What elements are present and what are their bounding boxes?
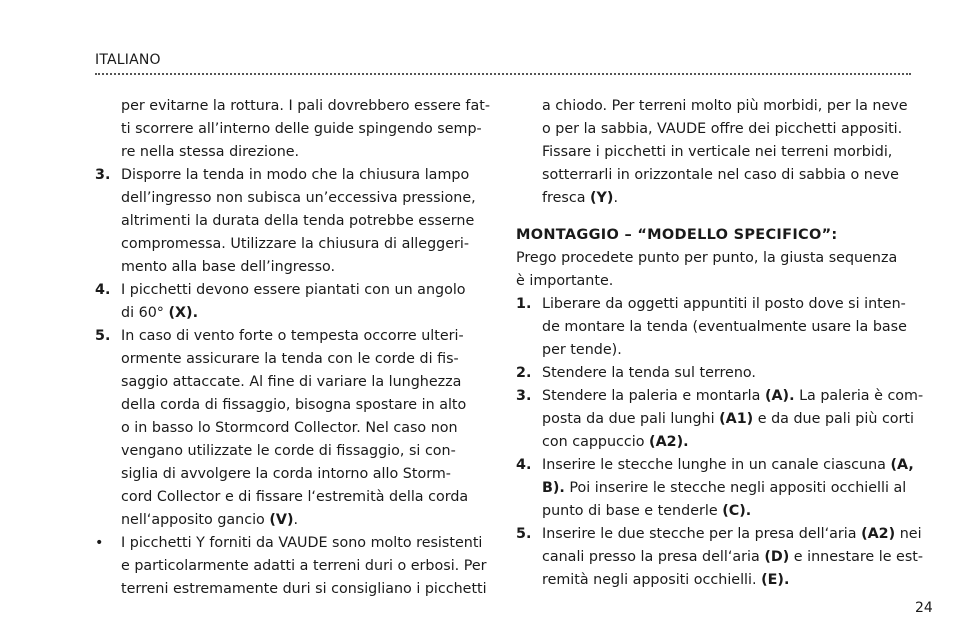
text-line: altrimenti la durata della tenda potrebbe esserne	[121, 213, 475, 229]
item-number: 2.	[516, 365, 532, 381]
list-item-2	[516, 362, 912, 385]
text-line: I picchetti devono essere piantati con un angolo	[121, 282, 466, 298]
item-number: 5.	[516, 526, 532, 542]
text-line: per tende).	[542, 342, 622, 358]
text-line: Prego procedete punto per punto, la giusta sequenza	[516, 250, 898, 266]
text-line: Inserire le stecche lunghe in un canale ciascuna (A,	[542, 457, 914, 473]
continuation-paragraph	[516, 95, 912, 210]
item-number: 4.	[95, 282, 111, 298]
text-line: Stendere la paleria e montarla (A). La paleria è com-	[542, 388, 924, 404]
item-number: 3.	[95, 167, 111, 183]
text-line: siglia di avvolgere la corda intorno allo Storm-	[121, 466, 451, 482]
text-line: re nella stessa direzione.	[121, 144, 300, 160]
text-line: compromessa. Utilizzare la chiusura di alleggeri-	[121, 236, 470, 252]
text-line: della corda di fissaggio, bisogna spostare in alto	[121, 397, 467, 413]
text-line: o in basso lo Stormcord Collector. Nel caso non	[121, 420, 458, 436]
figure-ref: (Y)	[590, 190, 614, 206]
figure-ref: (E).	[761, 572, 790, 588]
text-line: In caso di vento forte o tempesta occorre ulteri-	[121, 328, 464, 344]
text-line: dell’ingresso non subisca un’eccessiva pressione,	[121, 190, 476, 206]
text-line: mento alla base dell’ingresso.	[121, 259, 336, 275]
figure-ref: (V)	[269, 512, 294, 528]
figure-ref: (A2)	[861, 526, 896, 542]
figure-ref: (D)	[764, 549, 790, 565]
text-line: posta da due pali lunghi (A1) e da due pali più corti	[542, 411, 915, 427]
left-column	[95, 95, 490, 601]
list-item-5	[95, 325, 490, 532]
text-line: Liberare da oggetti appuntiti il posto dove si inten-	[542, 296, 906, 312]
text-line: canali presso la presa dell‘aria (D) e innestare le est-	[542, 549, 924, 565]
page-number: 24	[915, 600, 933, 616]
text-line: remità negli appositi occhielli. (E).	[542, 572, 790, 588]
text-line: Inserire le due stecche per la presa dell‘aria (A2) nei	[542, 526, 922, 542]
list-item-3	[95, 164, 490, 279]
right-column	[516, 95, 924, 592]
text-line: e particolarmente adatti a terreni duri o erbosi. Per	[121, 558, 487, 574]
language-header: ITALIANO	[95, 52, 161, 68]
figure-ref: (X).	[168, 305, 199, 321]
list-item-1	[516, 293, 912, 362]
text-line: de montare la tenda (eventualmente usare la base	[542, 319, 907, 335]
text-line: Stendere la tenda sul terreno.	[542, 365, 756, 381]
text-line: a chiodo. Per terreni molto più morbidi, per la neve	[542, 98, 908, 114]
text-line: per evitarne la rottura. I pali dovrebbero essere fat-	[121, 98, 490, 114]
text-line: di 60° (X).	[121, 305, 199, 321]
text-line: vengano utilizzate le corde di fissaggio, si con-	[121, 443, 456, 459]
bullet-icon: •	[95, 535, 104, 551]
figure-ref: (A2).	[649, 434, 689, 450]
intro-paragraph	[516, 247, 912, 293]
figure-ref: (A).	[764, 388, 795, 404]
item-number: 3.	[516, 388, 532, 404]
text-line: ormente assicurare la tenda con le corde di fis-	[121, 351, 459, 367]
text-line: ti scorrere all’interno delle guide spingendo semp-	[121, 121, 482, 137]
section-heading: MONTAGGIO – “MODELLO SPECIFICO”:	[516, 227, 838, 243]
figure-ref: (A,	[890, 457, 914, 473]
text-line: sotterrarli in orizzontale nel caso di sabbia o neve	[542, 167, 899, 183]
text-line: è importante.	[516, 273, 614, 289]
dotted-divider	[95, 73, 911, 75]
list-item-4	[516, 454, 912, 523]
text-line: fresca (Y).	[542, 190, 618, 206]
list-item-5	[516, 523, 924, 592]
text-line: nell‘apposito gancio (V).	[121, 512, 299, 528]
text-line: punto di base e tenderle (C).	[542, 503, 752, 519]
continuation-paragraph	[95, 95, 490, 164]
text-line: saggio attaccate. Al fine di variare la lunghezza	[121, 374, 462, 390]
text-line: con cappuccio (A2).	[542, 434, 689, 450]
item-number: 4.	[516, 457, 532, 473]
bullet-item	[95, 532, 490, 601]
text-line: Fissare i picchetti in verticale nei terreni morbidi,	[542, 144, 893, 160]
text-line: o per la sabbia, VAUDE offre dei picchetti appositi.	[542, 121, 903, 137]
text-line: B). Poi inserire le stecche negli appositi occhielli al	[542, 480, 907, 496]
figure-ref: (A1)	[719, 411, 754, 427]
item-number: 5.	[95, 328, 111, 344]
figure-ref: (C).	[722, 503, 752, 519]
text-line: terreni estremamente duri si consigliano i picchetti	[121, 581, 487, 597]
text-line: cord Collector e di fissare l‘estremità della corda	[121, 489, 469, 505]
figure-ref: B).	[542, 480, 565, 496]
item-number: 1.	[516, 296, 532, 312]
text-line: I picchetti Y forniti da VAUDE sono molto resistenti	[121, 535, 483, 551]
list-item-4	[95, 279, 490, 325]
text-line: Disporre la tenda in modo che la chiusura lampo	[121, 167, 470, 183]
list-item-3	[516, 385, 924, 454]
